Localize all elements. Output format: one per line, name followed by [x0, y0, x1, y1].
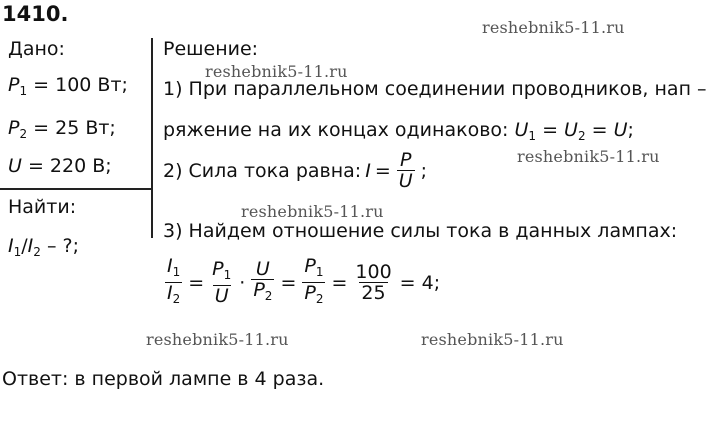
solution-step3-formula: $\frac{I_1}{I_2}$ = $\frac{P_1}{U}$ · $\frac{U}{P_2}$ = $\frac{P_1}{P_2}$ = $\frac{100}{25}$ = 4;	[167, 255, 441, 307]
vertical-divider	[151, 38, 153, 238]
fraction-p1-over-p2: $\frac{P_1}{P_2}$	[302, 256, 325, 309]
given-heading: Дано:	[8, 38, 65, 60]
fraction-p-over-u: $\frac{P}{U}$	[398, 149, 413, 192]
given-item-p2: $P_2 = 25$ Вт;	[8, 117, 116, 141]
watermark: reshebnik5-11.ru	[241, 202, 384, 221]
fraction-i1-over-i2: $\frac{I_1}{I_2}$	[165, 256, 182, 309]
solution-step1-line2: ряжение на их концах одинаково: $U_1 = U_2 = U$;	[163, 119, 634, 143]
watermark: reshebnik5-11.ru	[146, 330, 289, 349]
watermark: reshebnik5-11.ru	[421, 330, 564, 349]
horizontal-divider	[0, 188, 152, 190]
answer: Ответ: в первой лампе в 4 раза.	[2, 368, 325, 390]
solution-step2: 2) Сила тока равна: I = $\frac{P}{U}$ ;	[163, 149, 428, 192]
watermark: reshebnik5-11.ru	[205, 62, 348, 81]
solution-step3-text: 3) Найдем отношение силы тока в данных лампах:	[163, 220, 678, 242]
given-item-p1: $P_1 = 100$ Вт;	[8, 74, 128, 98]
fraction-100-over-25: $\frac{100}{25}$	[355, 261, 392, 304]
solution-step1-line1: 1) При параллельном соединении проводников, нап –	[163, 78, 707, 100]
given-item-u: U = 220 В;	[8, 155, 112, 177]
watermark: reshebnik5-11.ru	[517, 147, 660, 166]
fraction-u-over-p2: $\frac{U}{P_2}$	[251, 259, 274, 306]
problem-number: 1410.	[2, 2, 69, 26]
find-heading: Найти:	[8, 196, 77, 218]
fraction-p1-over-u: $\frac{P_1}{U}$	[212, 258, 232, 307]
solution-heading: Решение:	[163, 38, 259, 60]
watermark: reshebnik5-11.ru	[482, 18, 625, 37]
find-expression: $I_1/I_2$ – ?;	[8, 235, 79, 259]
